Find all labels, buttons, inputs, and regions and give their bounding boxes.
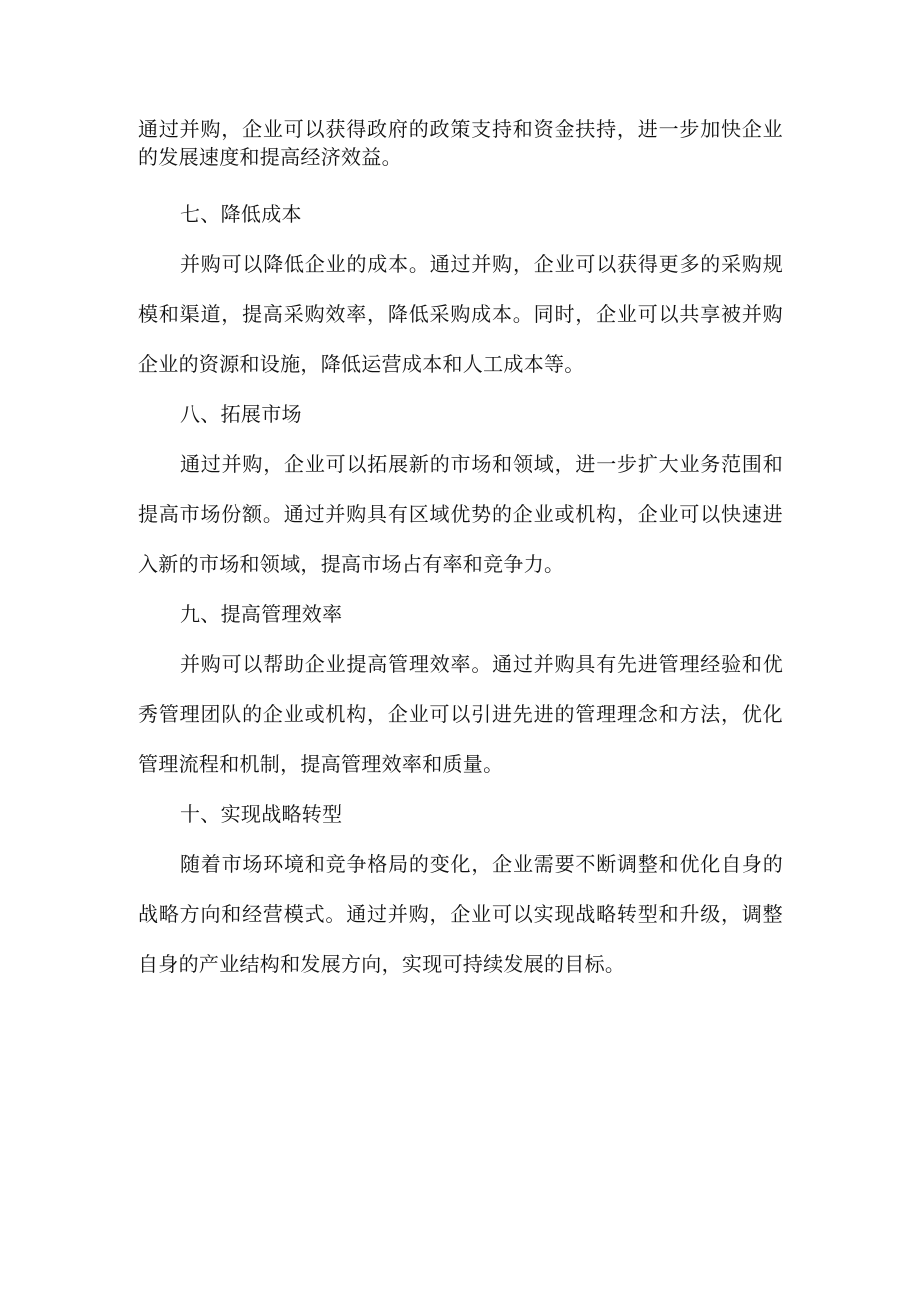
paragraph-intro: 通过并购，企业可以获得政府的政策支持和资金扶持，进一步加快企业的发展速度和提高经济效益。 xyxy=(138,117,783,169)
paragraph-strategic-transformation: 随着市场环境和竞争格局的变化，企业需要不断调整和优化自身的战略方向和经营模式。通过并购，企业可以实现战略转型和升级，调整自身的产业结构和发展方向，实现可持续发展的目标。 xyxy=(138,852,783,976)
paragraph-reduce-cost: 并购可以降低企业的成本。通过并购，企业可以获得更多的采购规模和渠道，提高采购效率，降低采购成本。同时，企业可以共享被并购企业的资源和设施，降低运营成本和人工成本等。 xyxy=(138,252,783,376)
heading-strategic-transformation: 十、实现战略转型 xyxy=(180,802,343,826)
heading-expand-market: 八、拓展市场 xyxy=(180,402,302,426)
document-page xyxy=(138,115,783,989)
paragraph-management-efficiency: 并购可以帮助企业提高管理效率。通过并购具有先进管理经验和优秀管理团队的企业或机构，企业可以引进先进的管理理念和方法，优化管理流程和机制，提高管理效率和质量。 xyxy=(138,652,783,776)
heading-reduce-cost: 七、降低成本 xyxy=(180,202,302,226)
heading-management-efficiency: 九、提高管理效率 xyxy=(180,602,343,626)
paragraph-expand-market: 通过并购，企业可以拓展新的市场和领域，进一步扩大业务范围和提高市场份额。通过并购具有区域优势的企业或机构，企业可以快速进入新的市场和领域，提高市场占有率和竞争力。 xyxy=(138,452,783,576)
